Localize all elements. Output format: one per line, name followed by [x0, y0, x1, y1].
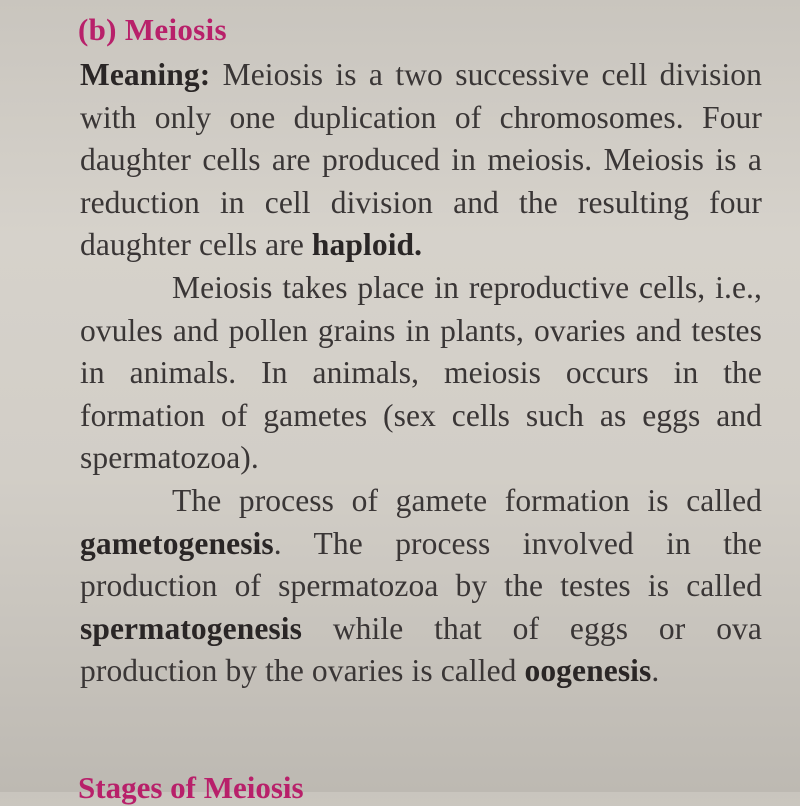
body-text [80, 54, 762, 693]
meaning-text: Meiosis is a two successive cell division with only one duplication of chromosomes. Four daughter cells are produced in meiosis. Meiosis is a reduction in cell division and the resulting four daughter cells are [80, 57, 762, 263]
location-text: Meiosis takes place in reproductive cells, i.e., ovules and pollen grains in plants, ovaries and testes in animals. In animals, meiosis occurs in the formation of gametes (sex cells such as eggs and spermatozoa). [80, 269, 762, 476]
gametogenesis-text-b: . The process involved in the production of spermatozoa by the testes is called [80, 525, 762, 604]
paragraph-gametogenesis [80, 480, 762, 693]
term-gametogenesis: gametogenesis [80, 525, 274, 561]
term-oogenesis: oogenesis [524, 653, 652, 689]
section-heading: (b) Meiosis [78, 12, 227, 47]
term-haploid: haploid. [311, 227, 423, 263]
paragraph-location [80, 267, 762, 480]
paragraph-meaning [80, 54, 762, 267]
next-section-heading: Stages of Meiosis [78, 770, 304, 805]
term-spermatogenesis: spermatogenesis [80, 610, 302, 646]
meaning-label: Meaning: [80, 57, 211, 92]
gametogenesis-text-d: . [651, 653, 660, 689]
gametogenesis-text-a: The process of gamete formation is called [172, 482, 762, 518]
gametogenesis-text-c: while that of eggs or ova production by the ovaries is called [80, 610, 762, 689]
